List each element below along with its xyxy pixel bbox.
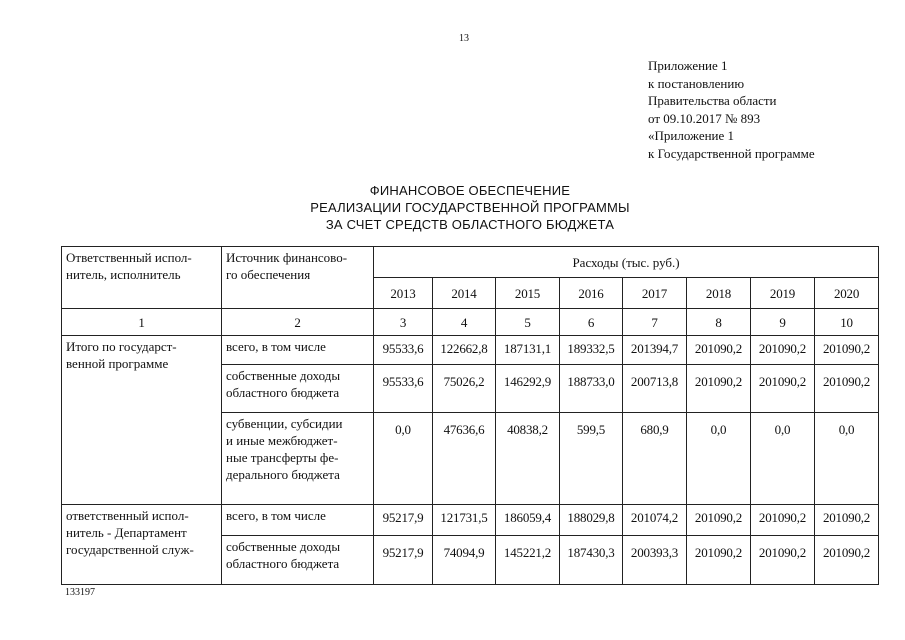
value-cell: 187131,1 [496,336,560,365]
value-cell: 201090,2 [687,365,751,413]
source-line: областного бюджета [226,556,340,571]
value-cell: 122662,8 [433,336,496,365]
appendix-note [648,57,815,162]
appendix-line: Правительства области [648,93,777,108]
year-cell: 2015 [496,278,560,309]
value-cell: 200393,3 [623,536,687,585]
year-cell: 2018 [687,278,751,309]
value-cell: 0,0 [374,413,433,505]
source-cell [222,336,374,365]
document-title [220,182,720,233]
responsible-header [62,247,222,309]
appendix-line: к Государственной программе [648,145,815,161]
source-line: субвенции, субсидии [226,416,343,431]
value-cell: 75026,2 [433,365,496,413]
index-cell: 4 [433,309,496,336]
value-cell: 74094,9 [433,536,496,585]
value-cell: 201394,7 [623,336,687,365]
title-line: РЕАЛИЗАЦИИ ГОСУДАРСТВЕННОЙ ПРОГРАММЫ [310,200,630,215]
year-cell: 2013 [374,278,433,309]
value-cell: 599,5 [560,413,623,505]
index-cell: 1 [62,309,222,336]
index-cell: 6 [560,309,623,336]
value-cell: 146292,9 [496,365,560,413]
source-header [222,247,374,309]
index-cell: 8 [687,309,751,336]
value-cell: 145221,2 [496,536,560,585]
source-line: и иные межбюджет- [226,433,338,448]
value-cell: 0,0 [751,413,815,505]
responsible-line: Итого по государст- [66,339,177,354]
value-cell: 189332,5 [560,336,623,365]
source-cell [222,413,374,505]
responsible-cell [62,505,222,585]
index-cell: 5 [496,309,560,336]
header-line: Ответственный испол- [66,250,192,265]
index-cell: 3 [374,309,433,336]
appendix-line: от 09.10.2017 № 893 [648,110,761,126]
value-cell: 95533,6 [374,336,433,365]
responsible-line: государственной служ- [66,542,194,557]
value-cell: 201090,2 [815,336,879,365]
header-line: Источник финансово- [226,250,348,265]
table-row [62,336,879,365]
value-cell: 188733,0 [560,365,623,413]
appendix-line: к постановлению [648,75,745,91]
year-cell: 2020 [815,278,879,309]
value-cell: 95533,6 [374,365,433,413]
value-cell: 201090,2 [815,505,879,536]
title-line: ЗА СЧЕТ СРЕДСТВ ОБЛАСТНОГО БЮДЖЕТА [325,217,615,232]
value-cell: 121731,5 [433,505,496,536]
year-cell: 2017 [623,278,687,309]
value-cell: 95217,9 [374,505,433,536]
value-cell: 201090,2 [751,336,815,365]
value-cell: 186059,4 [496,505,560,536]
index-cell: 7 [623,309,687,336]
value-cell: 201090,2 [751,365,815,413]
responsible-line: нитель - Департамент [66,525,187,540]
source-line: дерального бюджета [226,467,340,482]
financing-table [61,246,879,585]
value-cell: 201090,2 [687,505,751,536]
expenses-header: Расходы (тыс. руб.) [374,247,879,278]
index-cell: 9 [751,309,815,336]
value-cell: 201090,2 [687,536,751,585]
source-line: собственные доходы [226,368,341,383]
year-cell: 2019 [751,278,815,309]
source-line: всего, в том числе [226,339,326,354]
title-line: ФИНАНСОВОЕ ОБЕСПЕЧЕНИЕ [369,183,571,198]
source-line: областного бюджета [226,385,340,400]
source-cell [222,365,374,413]
header-line: го обеспечения [226,267,311,282]
value-cell: 95217,9 [374,536,433,585]
value-cell: 201090,2 [815,536,879,585]
index-cell: 2 [222,309,374,336]
column-index-row [62,309,879,336]
responsible-line: ответственный испол- [66,508,189,523]
value-cell: 201074,2 [623,505,687,536]
source-cell [222,505,374,536]
header-row [62,247,879,278]
source-line: собственные доходы [226,539,341,554]
value-cell: 201090,2 [687,336,751,365]
responsible-line: венной программе [66,356,169,371]
year-cell: 2016 [560,278,623,309]
year-cell: 2014 [433,278,496,309]
value-cell: 40838,2 [496,413,560,505]
value-cell: 680,9 [623,413,687,505]
value-cell: 0,0 [687,413,751,505]
value-cell: 188029,8 [560,505,623,536]
source-line: всего, в том числе [226,508,326,523]
appendix-line: Приложение 1 [648,58,728,73]
header-line: нитель, исполнитель [66,267,181,282]
appendix-line: «Приложение 1 [648,128,735,143]
value-cell: 0,0 [815,413,879,505]
table-row [62,505,879,536]
value-cell: 201090,2 [815,365,879,413]
responsible-cell [62,336,222,505]
value-cell: 201090,2 [751,536,815,585]
document-code: 133197 [65,587,95,598]
source-line: ные трансферты фе- [226,450,339,465]
index-cell: 10 [815,309,879,336]
value-cell: 187430,3 [560,536,623,585]
value-cell: 47636,6 [433,413,496,505]
value-cell: 200713,8 [623,365,687,413]
source-cell [222,536,374,585]
value-cell: 201090,2 [751,505,815,536]
page-number: 13 [459,33,469,44]
